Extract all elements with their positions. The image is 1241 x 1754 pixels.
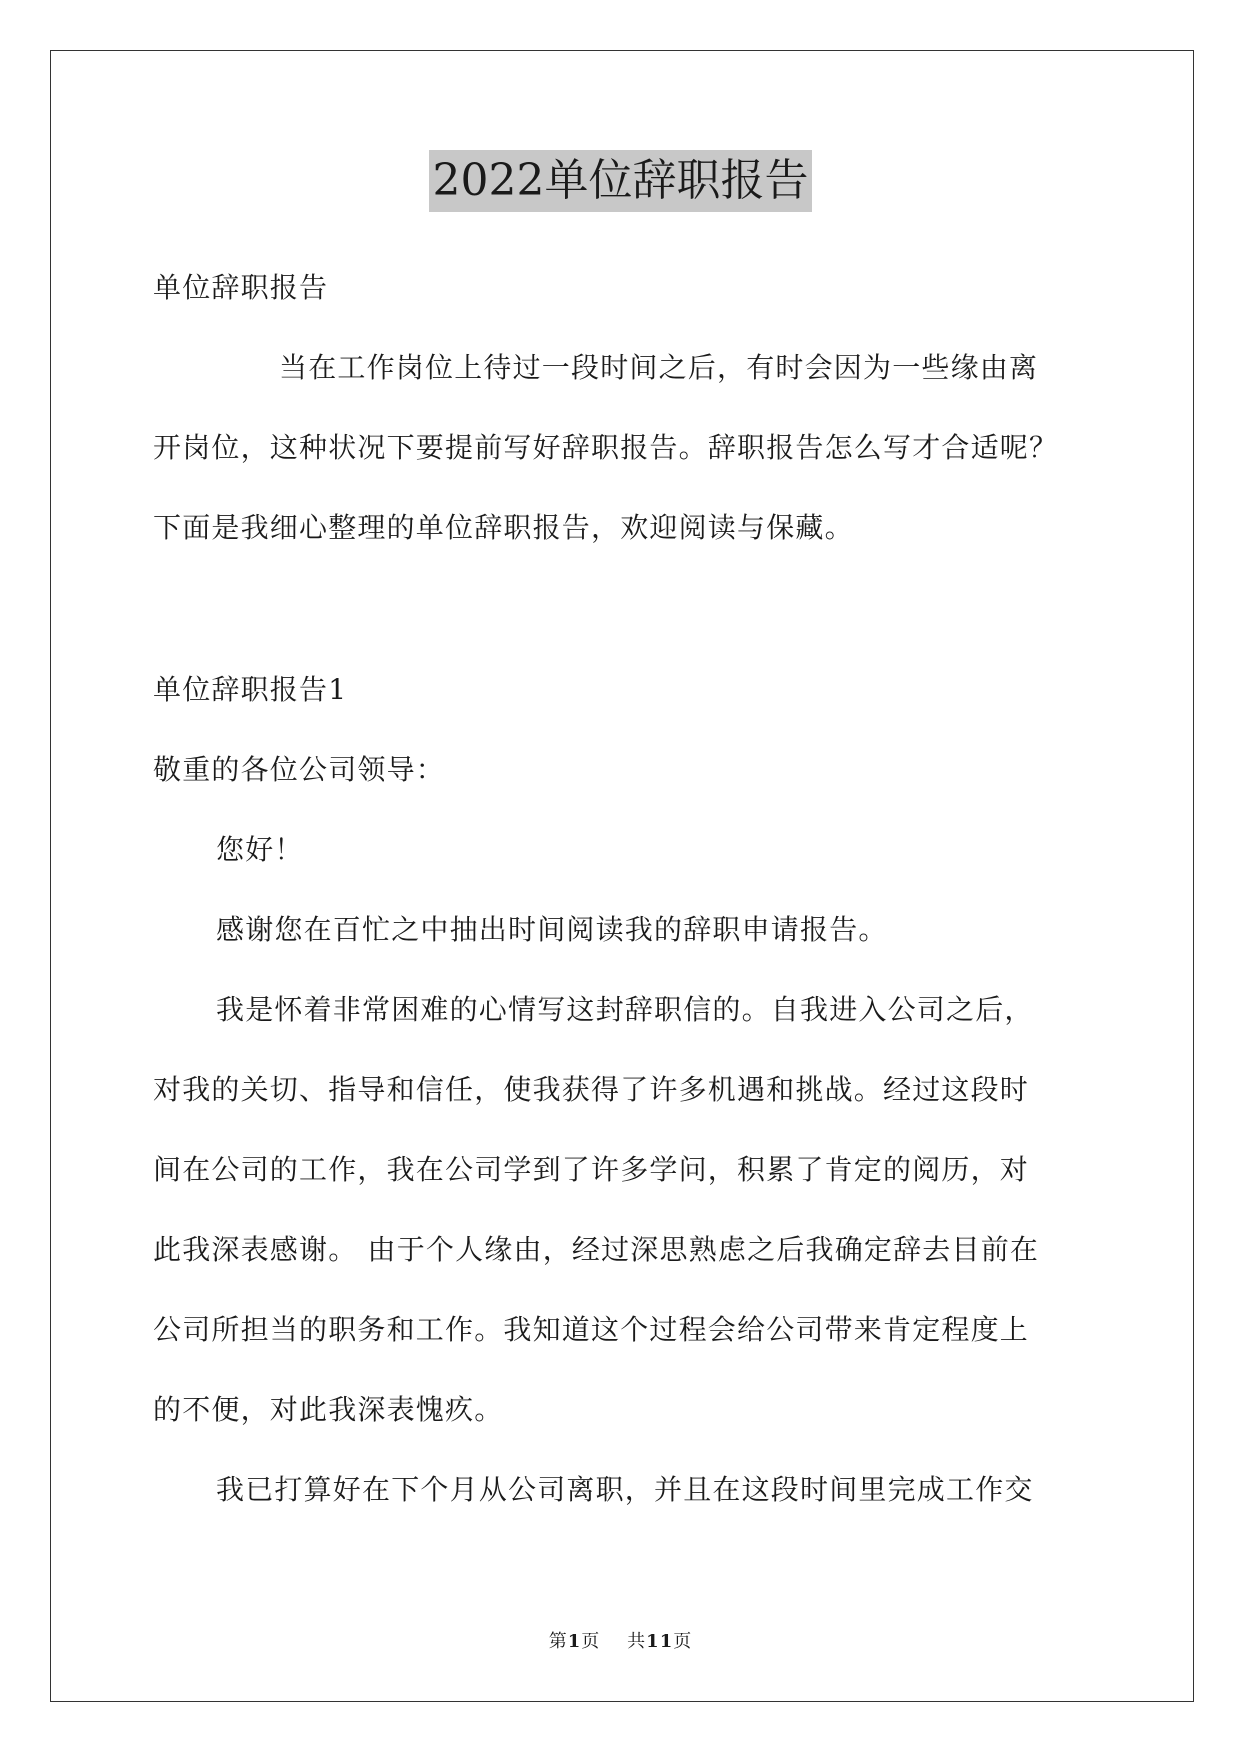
greeting: 您好！ (216, 833, 304, 866)
paragraph-line: 公司所担当的职务和工作。我知道这个过程会给公司带来肯定程度上 (153, 1313, 1030, 1346)
footer-total-prefix: 共 (627, 1631, 647, 1652)
footer-page-suffix: 页 (581, 1631, 601, 1652)
subtitle-line: 单位辞职报告 (153, 271, 329, 304)
section-heading: 单位辞职报告1 (153, 673, 348, 706)
title-wrap (0, 150, 1241, 212)
footer-total-pages: 11 (646, 1631, 674, 1652)
paragraph-line: 我是怀着非常困难的心情写这封辞职信的。自我进入公司之后， (216, 993, 1034, 1026)
footer-prefix: 第 (548, 1631, 568, 1652)
page-footer (0, 1630, 1241, 1654)
paragraph-line: 间在公司的工作，我在公司学到了许多学问，积累了肯定的阅历，对 (153, 1153, 1030, 1186)
paragraph-line: 的不便，对此我深表愧疚。 (153, 1393, 504, 1426)
paragraph-line: 我已打算好在下个月从公司离职，并且在这段时间里完成工作交 (216, 1473, 1034, 1506)
paragraph-line: 感谢您在百忙之中抽出时间阅读我的辞职申请报告。 (216, 913, 888, 946)
paragraph-line: 此我深表感谢。 由于个人缘由，经过深思熟虑之后我确定辞去目前在 (153, 1233, 1040, 1266)
paragraph-line: 下面是我细心整理的单位辞职报告，欢迎阅读与保藏。 (153, 511, 854, 544)
paragraph-line: 开岗位，这种状况下要提前写好辞职报告。辞职报告怎么写才合适呢？ (153, 431, 1059, 464)
footer-page-number: 1 (567, 1631, 582, 1652)
footer-total-suffix: 页 (673, 1631, 693, 1652)
document-title: 2022单位辞职报告 (429, 150, 813, 212)
paragraph-line: 对我的关切、指导和信任，使我获得了许多机遇和挑战。经过这段时 (153, 1073, 1030, 1106)
paragraph-line: 当在工作岗位上待过一段时间之后，有时会因为一些缘由离 (279, 351, 1039, 384)
salutation: 敬重的各位公司领导： (153, 753, 446, 786)
